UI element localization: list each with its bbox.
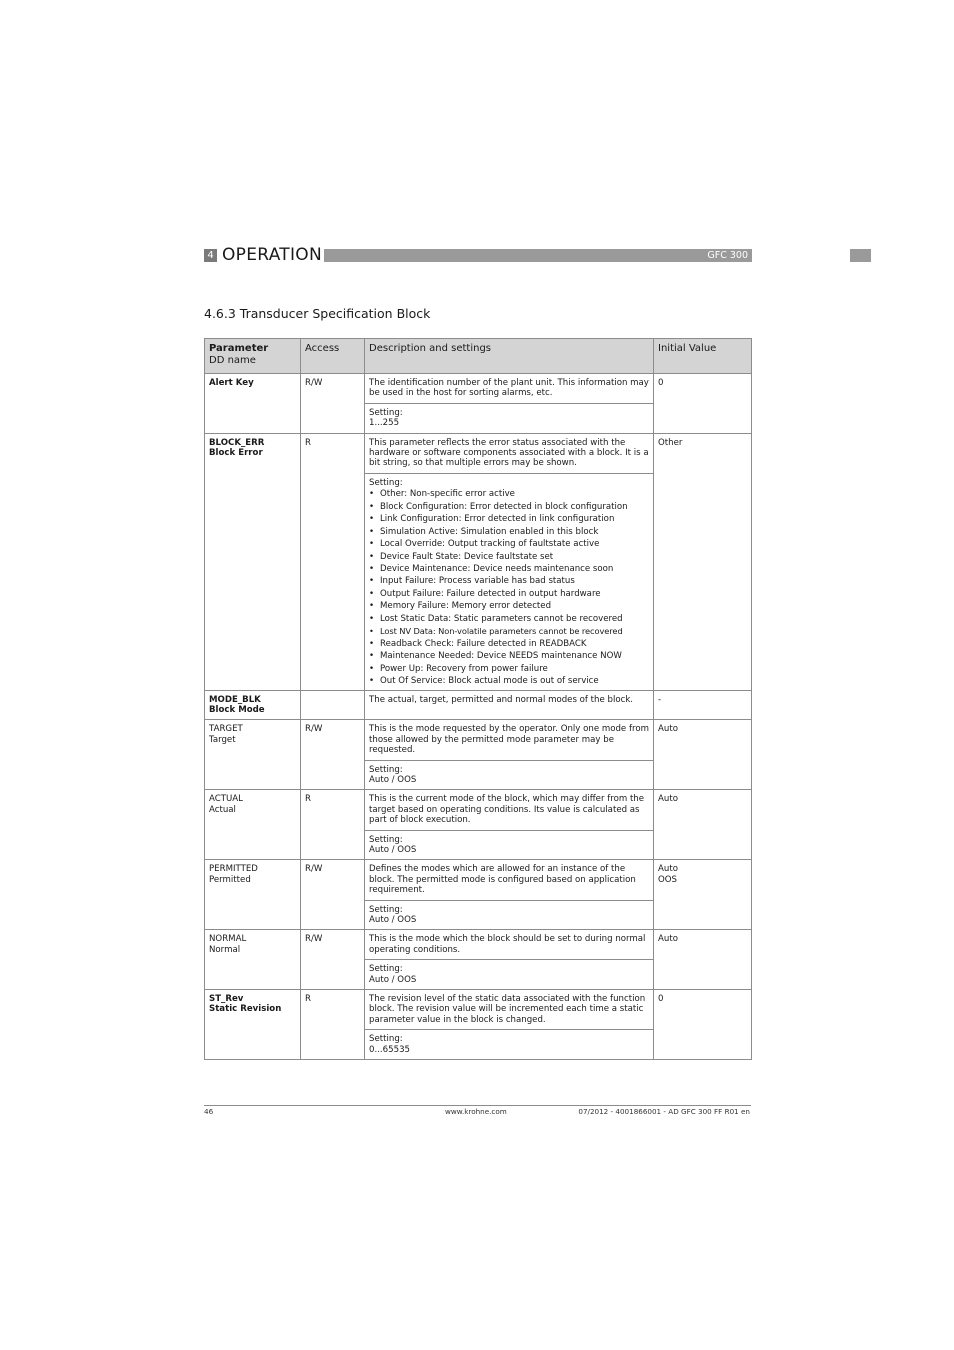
setting-value: Auto / OOS	[369, 974, 417, 985]
setting-cell	[365, 900, 654, 930]
specification-table	[204, 338, 752, 1060]
header-end-block	[850, 249, 871, 262]
setting-value: Auto / OOS	[369, 844, 417, 855]
description-cell: This is the mode requested by the operator. Only one mode from those allowed by the permitted mode parameter may be requested.	[365, 720, 654, 760]
description-cell: The identification number of the plant unit. This information may be used in the host for sorting alarms, etc.	[365, 374, 654, 404]
table-row	[205, 690, 752, 720]
initial-value-cell: 0	[654, 374, 752, 434]
dd-name: Block Mode	[209, 704, 265, 715]
setting-value: 1...255	[369, 418, 400, 429]
dd-name: Static Revision	[209, 1004, 282, 1015]
description-cell: The revision level of the static data associated with the function block. The revision value will be incremented each time a static parameter value in the block is changed.	[365, 990, 654, 1030]
initial-value-line: Auto	[658, 864, 678, 875]
access-cell: R	[301, 433, 365, 690]
header-description: Description and settings	[365, 339, 654, 374]
table-row	[205, 720, 752, 760]
list-item: • Readback Check: Failure detected in READBACK	[369, 638, 649, 650]
setting-label: Setting:	[369, 477, 403, 488]
setting-label: Setting:	[369, 964, 403, 975]
param-name: BLOCK_ERR	[209, 437, 265, 448]
setting-label: Setting:	[369, 407, 403, 418]
initial-value-cell: Auto	[654, 720, 752, 790]
description-cell: This parameter reflects the error status associated with the hardware or software components associated with a block. It is a bit string, so that multiple errors may be shown.	[365, 433, 654, 473]
setting-label: Setting:	[369, 834, 403, 845]
param-cell	[205, 720, 301, 790]
list-item: • Power Up: Recovery from power failure	[369, 663, 649, 675]
table-row	[205, 790, 752, 830]
header-initial-value: Initial Value	[654, 339, 752, 374]
table-row	[205, 433, 752, 473]
list-item: • Input Failure: Process variable has bad status	[369, 575, 649, 587]
setting-value: 0...65535	[369, 1044, 411, 1055]
initial-value-cell	[654, 860, 752, 930]
setting-value: Auto / OOS	[369, 915, 417, 925]
access-cell: R	[301, 790, 365, 860]
dd-name: Actual	[209, 804, 236, 815]
chapter-number-badge: 4	[204, 249, 217, 262]
initial-value-cell: Other	[654, 433, 752, 690]
setting-cell	[365, 403, 654, 433]
header-parameter-label: Parameter	[209, 343, 269, 354]
list-item: • Lost NV Data: Non-volatile parameters cannot be recovered	[369, 625, 649, 637]
param-cell	[205, 860, 301, 930]
table-row	[205, 860, 752, 900]
setting-cell	[365, 960, 654, 990]
access-cell: R/W	[301, 860, 365, 930]
list-item: • Local Override: Output tracking of faultstate active	[369, 538, 649, 550]
list-item: • Device Fault State: Device faultstate set	[369, 551, 649, 563]
section-title: 4.6.3 Transducer Specification Block	[204, 306, 431, 321]
setting-label: Setting:	[369, 1034, 403, 1045]
header-access: Access	[301, 339, 365, 374]
param-cell	[205, 790, 301, 860]
table-row	[205, 990, 752, 1030]
setting-cell	[365, 760, 654, 790]
dd-name: Target	[209, 734, 236, 745]
table-row	[205, 930, 752, 960]
header-dd-name-label: DD name	[209, 355, 256, 366]
param-cell	[205, 374, 301, 434]
setting-label: Setting:	[369, 904, 403, 915]
description-cell: This is the mode which the block should be set to during normal operating conditions.	[365, 930, 654, 960]
param-name: ST_Rev	[209, 994, 244, 1005]
dd-name: Permitted	[209, 874, 251, 885]
param-name: PERMITTED	[209, 864, 258, 875]
initial-value-cell: Auto	[654, 930, 752, 990]
access-cell: R/W	[301, 374, 365, 434]
initial-value-cell: -	[654, 690, 752, 720]
initial-value-line: OOS	[658, 874, 677, 885]
param-name: MODE_BLK	[209, 694, 261, 705]
access-cell	[301, 690, 365, 720]
error-bit-list	[369, 488, 649, 687]
list-item: • Block Configuration: Error detected in block configuration	[369, 501, 649, 513]
param-name: TARGET	[209, 724, 243, 735]
description-cell: This is the current mode of the block, which may differ from the target based on operating conditions. Its value is calculated as part of block execution.	[365, 790, 654, 830]
header-bar	[324, 249, 752, 262]
list-item: • Link Configuration: Error detected in link configuration	[369, 513, 649, 525]
initial-value-cell: Auto	[654, 790, 752, 860]
access-cell: R/W	[301, 720, 365, 790]
footer-document-reference: 07/2012 - 4001866001 - AD GFC 300 FF R01 en	[578, 1107, 750, 1116]
footer-divider	[204, 1105, 751, 1106]
table-header-row	[205, 339, 752, 374]
dd-name: Normal	[209, 944, 241, 955]
table-row	[205, 374, 752, 404]
product-name: GFC 300	[707, 250, 748, 261]
list-item: • Device Maintenance: Device needs maintenance soon	[369, 563, 649, 575]
setting-cell	[365, 830, 654, 860]
list-item: • Lost Static Data: Static parameters cannot be recovered	[369, 613, 649, 625]
param-name: ACTUAL	[209, 794, 243, 805]
access-cell: R	[301, 990, 365, 1060]
param-name: NORMAL	[209, 934, 247, 945]
param-cell	[205, 990, 301, 1060]
dd-name: Block Error	[209, 448, 263, 459]
chapter-title: OPERATION	[222, 245, 323, 265]
param-name: Alert Key	[209, 378, 254, 388]
footer-website: www.krohne.com	[445, 1107, 507, 1116]
param-cell	[205, 930, 301, 990]
param-cell	[205, 690, 301, 720]
description-cell: Defines the modes which are allowed for an instance of the block. The permitted mode is configured based on application requirement.	[365, 860, 654, 900]
list-item: • Memory Failure: Memory error detected	[369, 600, 649, 612]
description-cell: The actual, target, permitted and normal modes of the block.	[365, 690, 654, 720]
list-item: • Simulation Active: Simulation enabled in this block	[369, 526, 649, 538]
list-item: • Other: Non-specific error active	[369, 488, 649, 500]
setting-label: Setting:	[369, 764, 403, 775]
setting-value: Auto / OOS	[369, 774, 417, 785]
initial-value-cell: 0	[654, 990, 752, 1060]
list-item: • Maintenance Needed: Device NEEDS maintenance NOW	[369, 650, 649, 662]
access-cell: R/W	[301, 930, 365, 990]
list-item: • Out Of Service: Block actual mode is out of service	[369, 675, 649, 687]
setting-cell	[365, 1030, 654, 1060]
list-item: • Output Failure: Failure detected in output hardware	[369, 588, 649, 600]
header-parameter	[205, 339, 301, 374]
chapter-header	[204, 246, 871, 266]
page-number: 46	[204, 1107, 214, 1116]
param-cell	[205, 433, 301, 690]
setting-cell	[365, 473, 654, 690]
